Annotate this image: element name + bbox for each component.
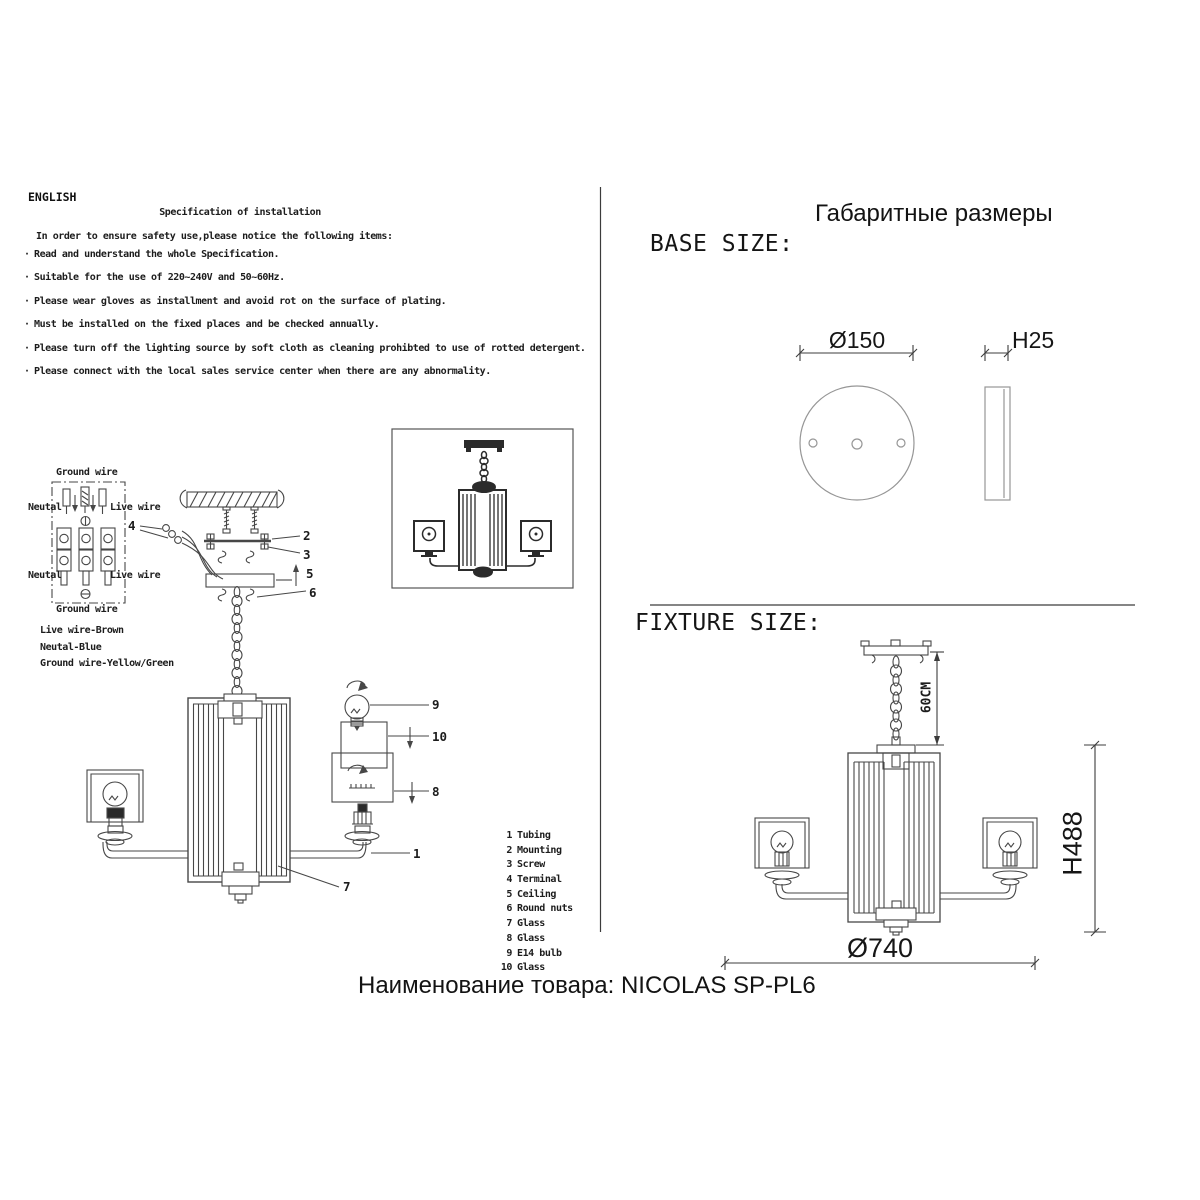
callout-9: 9 xyxy=(432,697,440,712)
bullet-dot-icon: · xyxy=(24,343,31,354)
bullet-dot-icon: · xyxy=(24,249,31,260)
wire-color-legend-neutral: Neutal-Blue xyxy=(40,642,102,653)
spec-bullet-item: · Read and understand the whole Specification. xyxy=(24,249,280,260)
base-size-label: BASE SIZE: xyxy=(650,231,794,257)
chain-length-dim: 60CM xyxy=(919,681,935,714)
overview-box-diagram xyxy=(392,429,573,588)
spec-bullet-item: · Please connect with the local sales service center when there are any abnormality. xyxy=(24,366,491,377)
base-height-dim: H25 xyxy=(1012,327,1055,353)
wire-color-legend-live: Live wire-Brown xyxy=(40,625,124,636)
callout-5: 5 xyxy=(306,566,314,581)
fixture-size-label: FIXTURE SIZE: xyxy=(635,610,822,636)
parts-list-item: 4 Terminal xyxy=(506,874,562,886)
ground-wire-bottom-label: Ground wire xyxy=(56,604,118,615)
bullet-dot-icon: · xyxy=(24,319,31,330)
bullet-dot-icon: · xyxy=(24,296,31,307)
fixture-diameter-dim: Ø740 xyxy=(846,933,914,963)
dimensions-header-ru: Габаритные размеры xyxy=(815,200,1053,227)
spec-bullet-item: · Please turn off the lighting source by soft cloth as cleaning prohibted to use of rotted detergent. xyxy=(24,343,586,354)
live-wire-bottom-label: Live wire xyxy=(110,570,161,581)
parts-list-item: 1 Tubing xyxy=(506,830,551,841)
spec-intro: In order to ensure safety use,please notice the following items: xyxy=(36,231,393,242)
callout-3: 3 xyxy=(303,547,311,562)
callout-1: 1 xyxy=(413,846,421,861)
fixture-size-drawing xyxy=(650,605,1135,970)
parts-list-item: 9 E14 bulb xyxy=(506,947,562,959)
callout-8: 8 xyxy=(432,784,440,799)
callout-6: 6 xyxy=(309,585,317,600)
parts-list-item: 10 Glass xyxy=(500,962,545,974)
spec-bullet-item: · Please wear gloves as installment and avoid rot on the surface of plating. xyxy=(24,296,447,307)
ground-wire-top-label: Ground wire xyxy=(56,467,118,478)
callout-7: 7 xyxy=(343,879,351,894)
live-wire-top-label: Live wire xyxy=(110,502,161,513)
parts-list-item: 6 Round nuts xyxy=(506,903,573,915)
base-diameter-dim: Ø150 xyxy=(828,327,886,353)
callout-4: 4 xyxy=(128,518,136,533)
base-size-drawing xyxy=(796,345,1012,500)
wire-color-legend-ground: Ground wire-Yellow/Green xyxy=(40,658,174,669)
callout-2: 2 xyxy=(303,528,311,543)
neutral-top-label: Neutal xyxy=(28,502,62,513)
spec-bullet-item: · Must be installed on the fixed places and be checked annually. xyxy=(24,319,380,330)
bullet-dot-icon: · xyxy=(24,272,31,283)
product-name-caption: Наименование товара: NICOLAS SP-PL6 xyxy=(358,972,816,999)
spec-title: Specification of installation xyxy=(159,207,321,218)
callout-10: 10 xyxy=(432,729,448,744)
neutral-bottom-label: Neutal xyxy=(28,570,62,581)
parts-list-item: 8 Glass xyxy=(506,932,545,944)
fixture-height-dim: H488 xyxy=(1057,811,1088,876)
spec-bullet-item: · Suitable for the use of 220~240V and 50~60Hz. xyxy=(24,272,285,283)
ceiling-mount-diagram xyxy=(140,490,306,601)
parts-list-item: 5 Ceiling xyxy=(506,888,556,900)
bullet-dot-icon: · xyxy=(24,366,31,377)
parts-list-item: 2 Mounting xyxy=(506,844,562,856)
chandelier-install-diagram xyxy=(87,587,429,904)
language-label: ENGLISH xyxy=(28,190,77,204)
parts-list-item: 3 Screw xyxy=(506,859,545,871)
terminal-block-diagram xyxy=(52,482,125,603)
parts-list-item: 7 Glass xyxy=(506,918,545,930)
parts-list xyxy=(496,829,573,976)
